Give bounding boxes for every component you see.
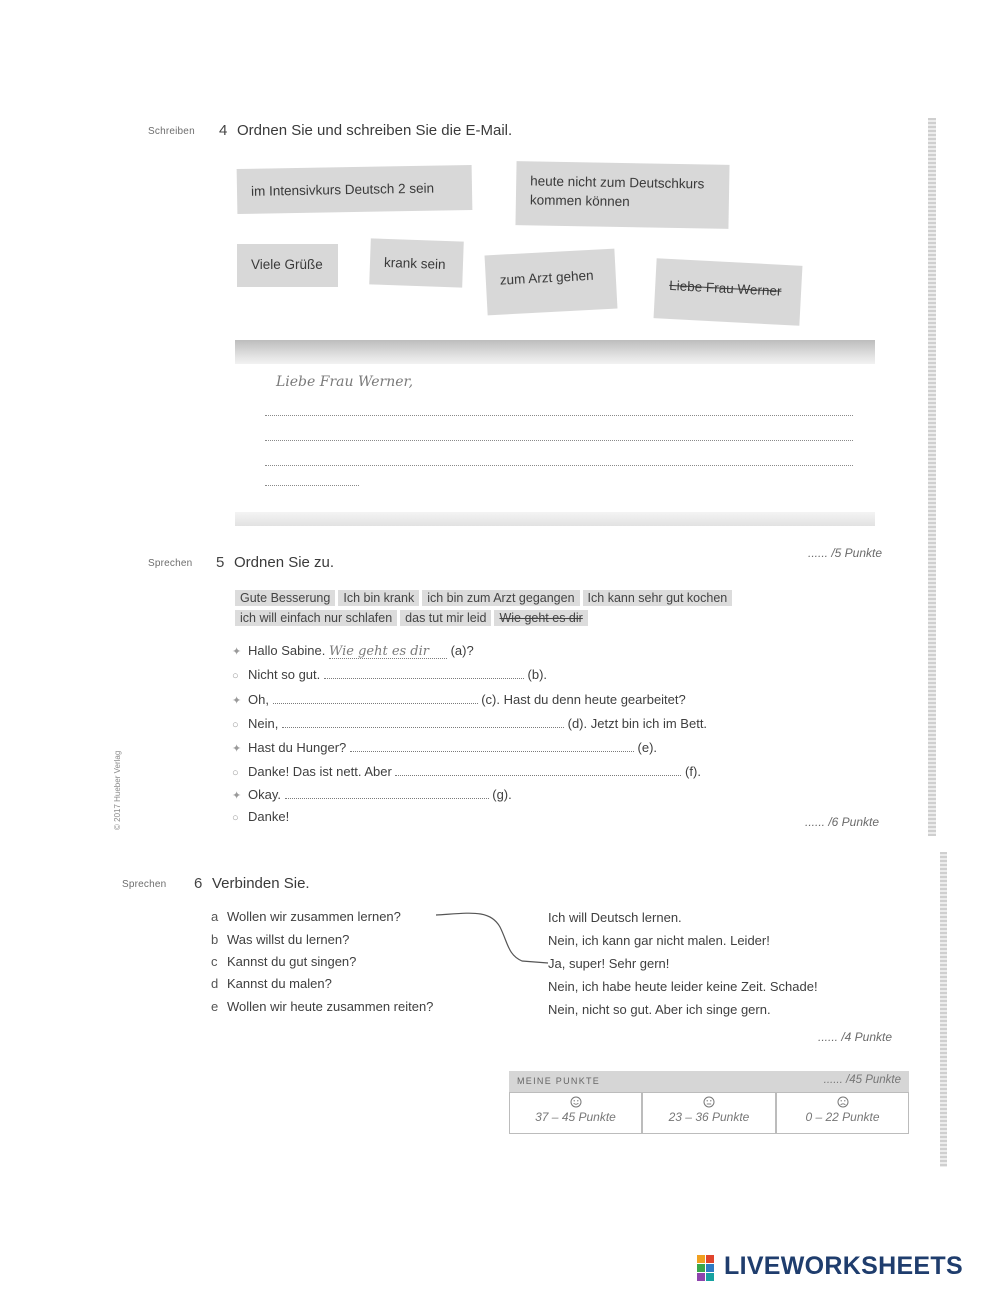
brand-name[interactable]: LIVEWORKSHEETS [724,1252,963,1280]
answer-blank[interactable] [273,692,478,704]
answer-blank[interactable] [285,787,489,799]
dialog-line: ○ Nicht so gut. (b). [232,667,548,682]
question-item[interactable]: a Wollen wir zusammen lernen? [211,909,401,924]
dialog-line: ✦ Hast du Hunger? (e). [232,740,658,755]
section-6-points: ...... /4 Punkte [818,1030,893,1044]
speaker-marker: ○ [232,812,239,824]
word-bank [235,589,775,629]
word-chip[interactable]: ich bin zum Arzt gegangen [422,590,579,606]
word-card[interactable]: Viele Grüße [237,244,338,287]
word-chip[interactable]: das tut mir leid [400,610,491,626]
neutral-face-icon [703,1096,715,1108]
word-card[interactable]: zum Arzt gehen [485,249,618,316]
score-range-medium: 23 – 36 Punkte [642,1092,776,1134]
section-6-label: Sprechen [122,879,167,890]
speaker-marker: ○ [232,670,239,682]
score-range-low: 0 – 22 Punkte [776,1092,909,1134]
section-4-number: 4 [219,122,228,139]
section-5-points: ...... /6 Punkte [805,815,880,829]
speaker-marker: ✦ [232,646,242,658]
answer-item[interactable]: Ich will Deutsch lernen. [548,910,682,925]
copyright-note: © 2017 Hueber Verlag [113,750,122,830]
scan-edge-bottom [940,852,947,1167]
speaker-marker: ○ [232,719,239,731]
email-line[interactable] [265,440,853,441]
email-box-bottom [235,512,875,526]
sad-face-icon [837,1096,849,1108]
happy-face-icon [570,1096,582,1108]
question-item[interactable]: e Wollen wir heute zusammen reiten? [211,999,434,1014]
word-chip[interactable]: Ich kann sehr gut kochen [583,590,733,606]
answer-blank[interactable]: Wie geht es dir [329,644,447,659]
word-card-used[interactable]: Liebe Frau Werner [654,258,803,326]
question-item[interactable]: c Kannst du gut singen? [211,954,357,969]
email-box-top [235,340,875,364]
word-card[interactable]: krank sein [369,238,464,287]
score-range-good: 37 – 45 Punkte [509,1092,642,1134]
answer-blank[interactable] [350,740,634,752]
dialog-line: ✦ Okay. (g). [232,787,512,802]
score-table [509,1071,909,1135]
answer-blank[interactable] [395,764,681,776]
scan-edge-top [928,118,936,836]
dialog-line: ○ Danke! Das ist nett. Aber (f). [232,764,701,779]
email-line[interactable] [265,415,853,416]
speaker-marker: ✦ [232,743,242,755]
dialog-line: ○ Danke! [232,809,290,824]
word-chip[interactable]: ich will einfach nur schlafen [235,610,397,626]
word-card[interactable]: heute nicht zum Deutschkurs kommen können [515,161,729,229]
section-5-title: Ordnen Sie zu. [234,554,335,571]
email-greeting: Liebe Frau Werner, [276,374,414,390]
question-item[interactable]: b Was willst du lernen? [211,932,350,947]
section-4-title: Ordnen Sie und schreiben Sie die E-Mail. [237,122,513,139]
speaker-marker: ✦ [232,695,242,707]
section-4-points: ...... /5 Punkte [808,546,883,560]
dialog-line: ○ Nein, (d). Jetzt bin ich im Bett. [232,716,708,731]
score-table-header [509,1071,909,1092]
section-6-number: 6 [194,875,203,892]
section-4-label: Schreiben [148,126,195,137]
word-chip-used[interactable]: Wie geht es dir [494,610,587,626]
answer-item[interactable]: Nein, ich kann gar nicht malen. Leider! [548,933,770,948]
section-5-number: 5 [216,554,225,571]
match-connector-line [430,905,560,975]
dialog-line: ✦ Oh, (c). Hast du denn heute gearbeitet? [232,692,686,707]
answer-blank[interactable] [282,716,564,728]
section-6-title: Verbinden Sie. [212,875,310,892]
speaker-marker: ✦ [232,790,242,802]
word-card[interactable]: im Intensivkurs Deutsch 2 sein [237,165,473,214]
question-item[interactable]: d Kannst du malen? [211,976,332,991]
word-chip[interactable]: Ich bin krank [338,590,419,606]
score-table-total: ...... /45 Punkte [823,1074,901,1086]
dialog-line: ✦ Hallo Sabine. Wie geht es dir (a)? [232,643,474,659]
answer-item[interactable]: Nein, ich habe heute leider keine Zeit. Schade! [548,979,818,994]
answer-item[interactable]: Nein, nicht so gut. Aber ich singe gern. [548,1002,771,1017]
speaker-marker: ○ [232,767,239,779]
email-line[interactable] [265,485,359,486]
email-line[interactable] [265,465,853,466]
score-table-title: MEINE PUNKTE [517,1076,601,1086]
answer-item[interactable]: Ja, super! Sehr gern! [548,956,670,971]
section-5-label: Sprechen [148,558,193,569]
answer-blank[interactable] [324,667,524,679]
word-chip[interactable]: Gute Besserung [235,590,335,606]
